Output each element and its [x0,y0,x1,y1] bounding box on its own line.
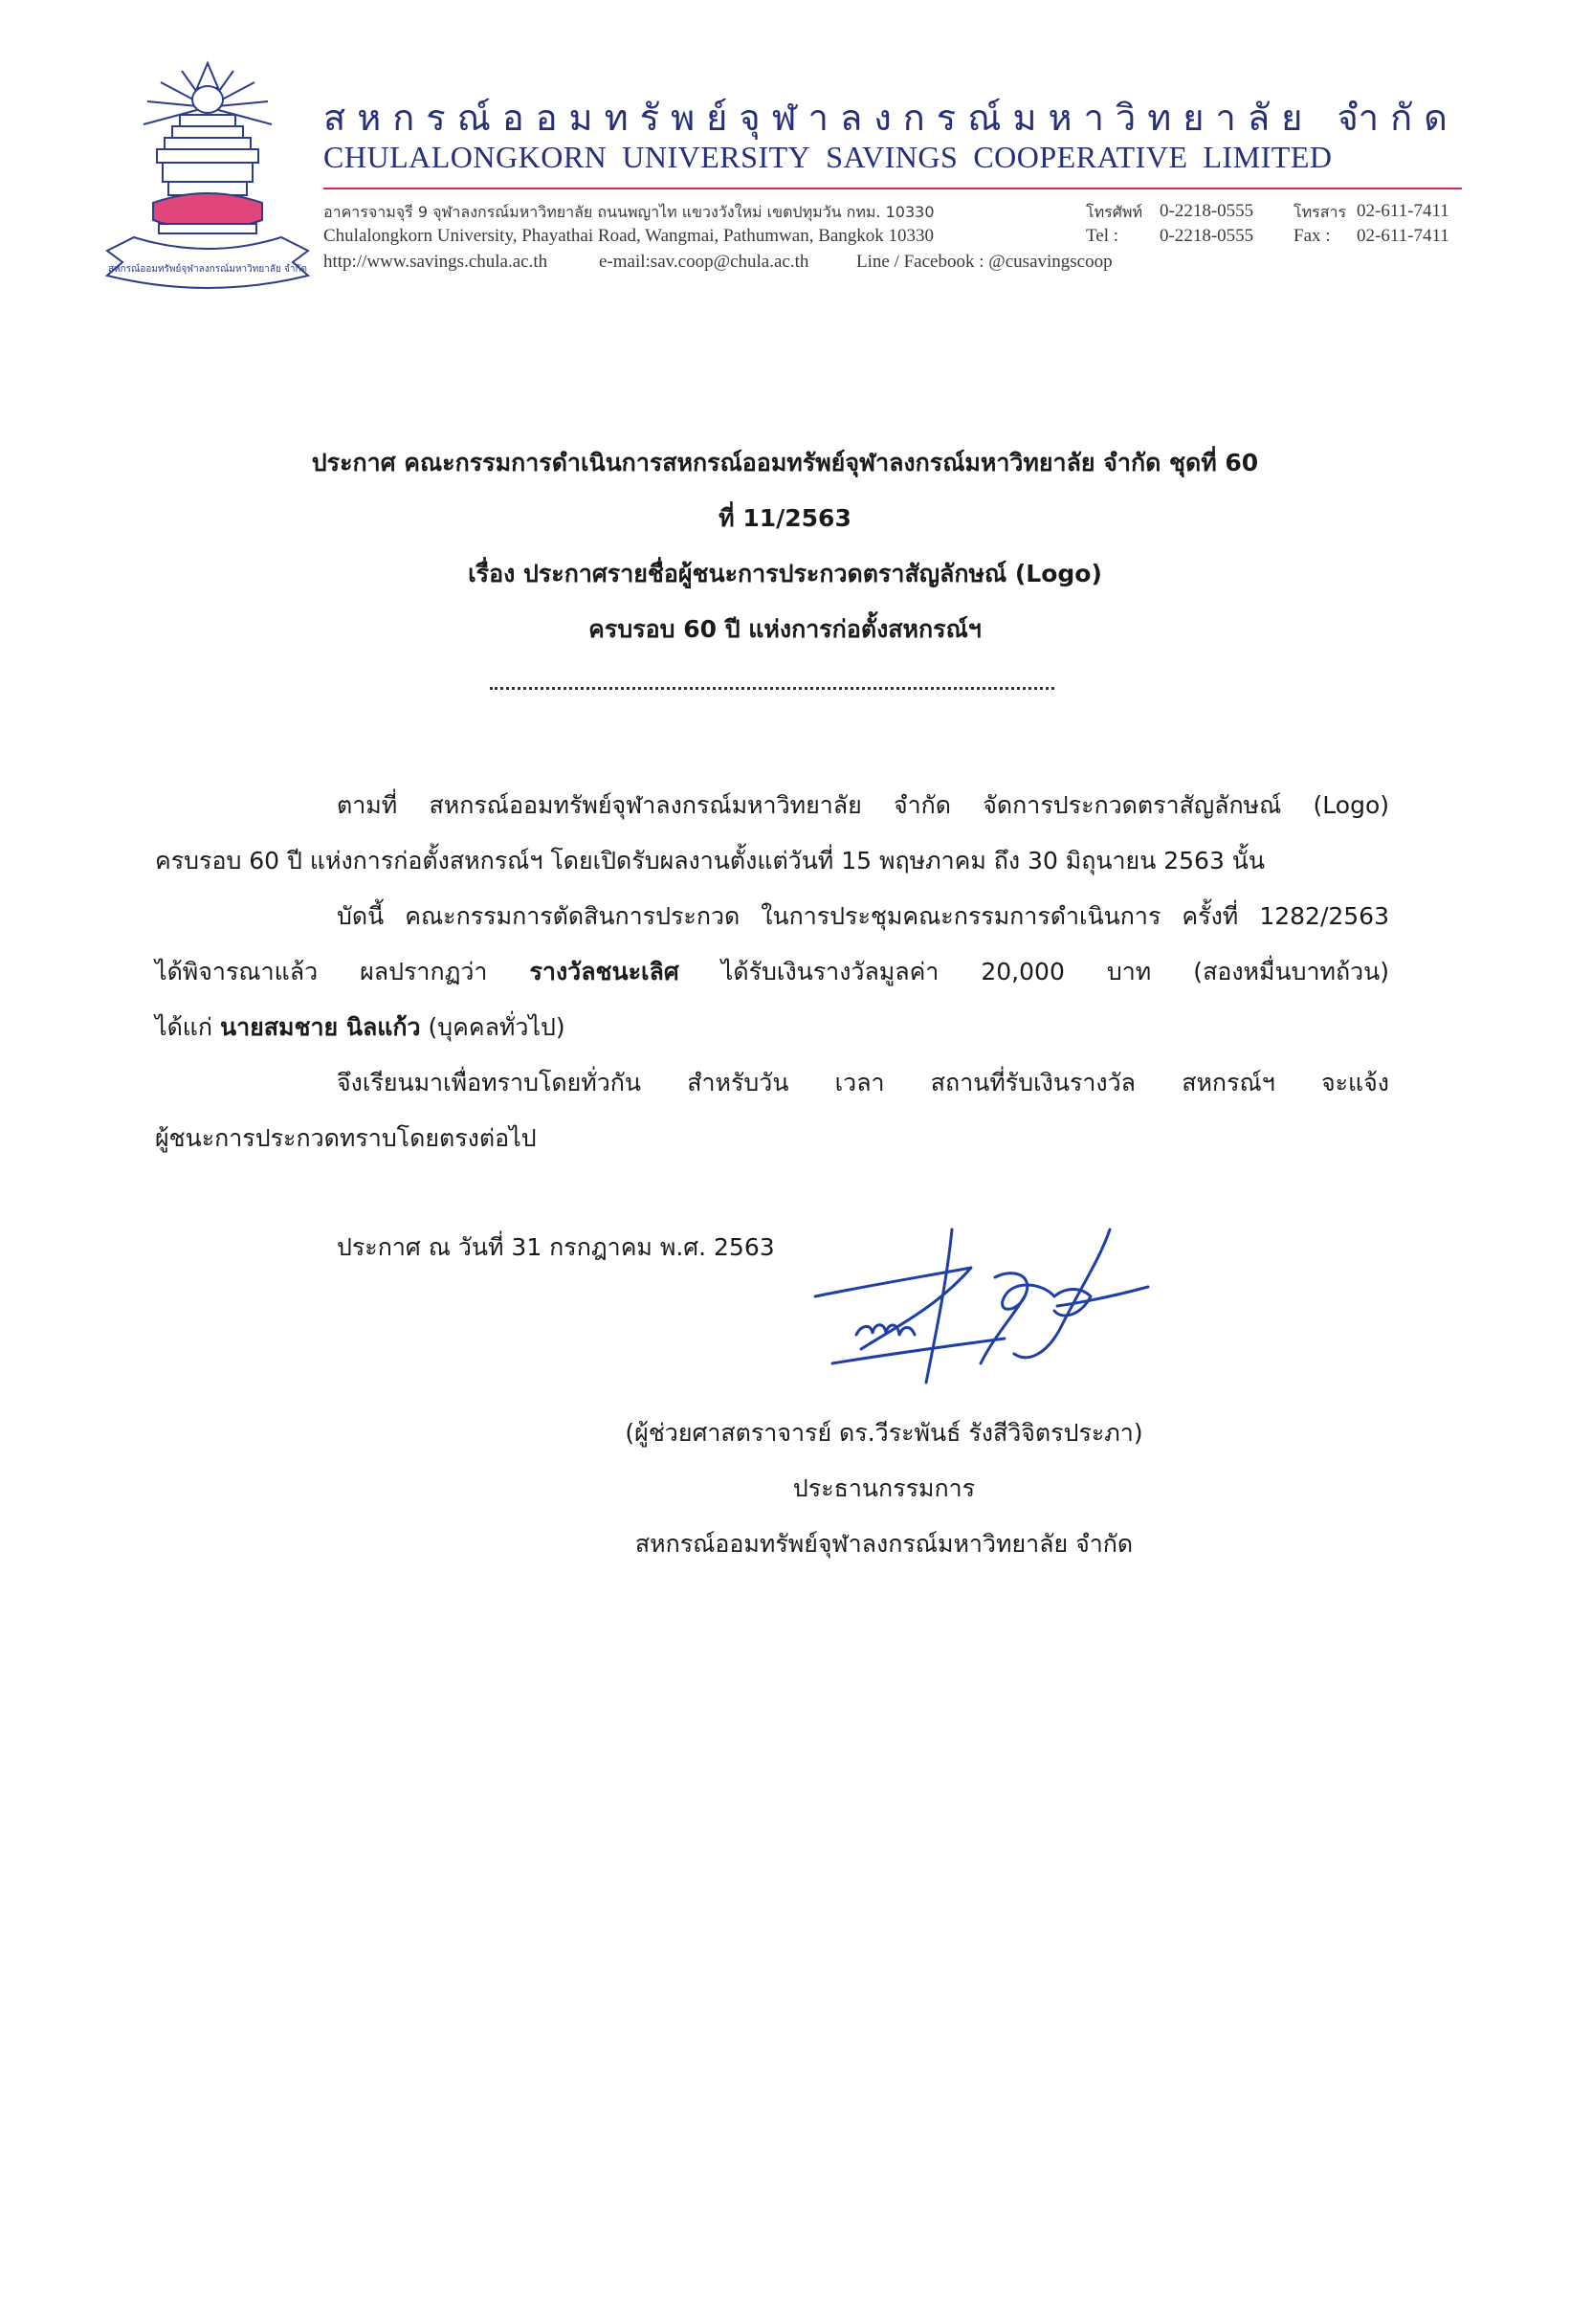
paragraph-3-line-2: ผู้ชนะการประกวดทราบโดยตรงต่อไป [155,1124,537,1152]
handwritten-signature [804,1220,1167,1411]
email-link[interactable]: e-mail:sav.coop@chula.ac.th [599,252,809,272]
social-handle: Line / Facebook : @cusavingscoop [856,252,1113,272]
award-amount: ได้รับเงินรางวัลมูลค่า 20,000 บาท (สองหมื่นบาทถ้วน) [720,958,1389,985]
announcement-subject: เรื่อง ประกาศรายชื่อผู้ชนะการประกวดตราสัญลักษณ์ (Logo) [468,560,1102,587]
signatory-position: ประธานกรรมการ [792,1474,976,1502]
header-divider [323,188,1462,189]
fax-number-thai: 02-611-7411 [1357,201,1449,221]
website-link[interactable]: http://www.savings.chula.ac.th [323,252,548,272]
fax-label-english: Fax : [1294,226,1331,246]
paragraph-3-line-1: จึงเรียนมาเพื่อทราบโดยทั่วกัน สำหรับวัน เวลา สถานที่รับเงินรางวัล สหกรณ์ฯ จะแจ้ง [337,1069,1389,1096]
paragraph-1-line-2: ครบรอบ 60 ปี แห่งการก่อตั้งสหกรณ์ฯ โดยเปิดรับผลงานตั้งแต่วันที่ 15 พฤษภาคม ถึง 30 มิถุนายน 2563 นั้น [155,847,1265,874]
signatory-organization: สหกรณ์ออมทรัพย์จุฬาลงกรณ์มหาวิทยาลัย จำกัด [634,1530,1134,1558]
fax-label-thai: โทรสาร [1294,203,1347,221]
signatory-name: (ผู้ช่วยศาสตราจารย์ ดร.วีระพันธ์ รังสีวิจิตรประภา) [625,1419,1143,1447]
address-thai: อาคารจามจุรี 9 จุฬาลงกรณ์มหาวิทยาลัย ถนนพญาไท แขวงวังใหม่ เขตปทุมวัน กทม. 10330 [323,203,935,221]
tel-label-thai: โทรศัพท์ [1086,203,1142,221]
org-name-en-word: CHULALONGKORN [323,140,608,174]
fax-number-english: 02-611-7411 [1357,226,1449,246]
paragraph-2-line-2 [155,953,1389,991]
winner-name: นายสมชาย นิลแก้ว [220,1013,421,1041]
winner-intro: ได้แก่ [155,1013,213,1041]
org-name-en-word: LIMITED [1203,140,1333,174]
org-name-english [323,140,1348,175]
org-name-en-word: SAVINGS [826,140,959,174]
emblem-icon [105,59,311,308]
tel-number-english: 0-2218-0555 [1160,226,1254,246]
org-name-thai: สหกรณ์ออมทรัพย์จุฬาลงกรณ์มหาวิทยาลัย จำกัด [323,97,1459,139]
announcement-number: ที่ 11/2563 [719,504,851,532]
dotted-divider [490,687,1054,690]
paragraph-2-line-1: บัดนี้ คณะกรรมการตัดสินการประกวด ในการประชุมคณะกรรมการดำเนินการ ครั้งที่ 1282/2563 [337,902,1389,930]
org-name-en-word: UNIVERSITY [622,140,811,174]
announcement-heading: ประกาศ คณะกรรมการดำเนินการสหกรณ์ออมทรัพย์จุฬาลงกรณ์มหาวิทยาลัย จำกัด ชุดที่ 60 [311,449,1259,476]
logo-ribbon-text: สหกรณ์ออมทรัพย์จุฬาลงกรณ์มหาวิทยาลัย จำกัด [107,264,308,275]
announcement-subject-cont: ครบรอบ 60 ปี แห่งการก่อตั้งสหกรณ์ฯ [588,615,982,643]
cooperative-logo [105,59,311,308]
winner-category: (บุคคลทั่วไป) [428,1013,565,1041]
result-intro: ได้พิจารณาแล้ว ผลปรากฏว่า [155,958,488,985]
org-name-en-word: COOPERATIVE [973,140,1188,174]
paragraph-2-line-3 [155,1008,565,1047]
address-english: Chulalongkorn University, Phayathai Road, Wangmai, Pathumwan, Bangkok 10330 [323,226,935,246]
tel-label-english: Tel : [1086,226,1119,246]
tel-number-thai: 0-2218-0555 [1160,201,1254,221]
announcement-date: ประกาศ ณ วันที่ 31 กรกฎาคม พ.ศ. 2563 [337,1233,775,1261]
award-title: รางวัลชนะเลิศ [529,958,679,985]
paragraph-1-line-1: ตามที่ สหกรณ์ออมทรัพย์จุฬาลงกรณ์มหาวิทยาลัย จำกัด จัดการประกวดตราสัญลักษณ์ (Logo) [337,791,1389,819]
